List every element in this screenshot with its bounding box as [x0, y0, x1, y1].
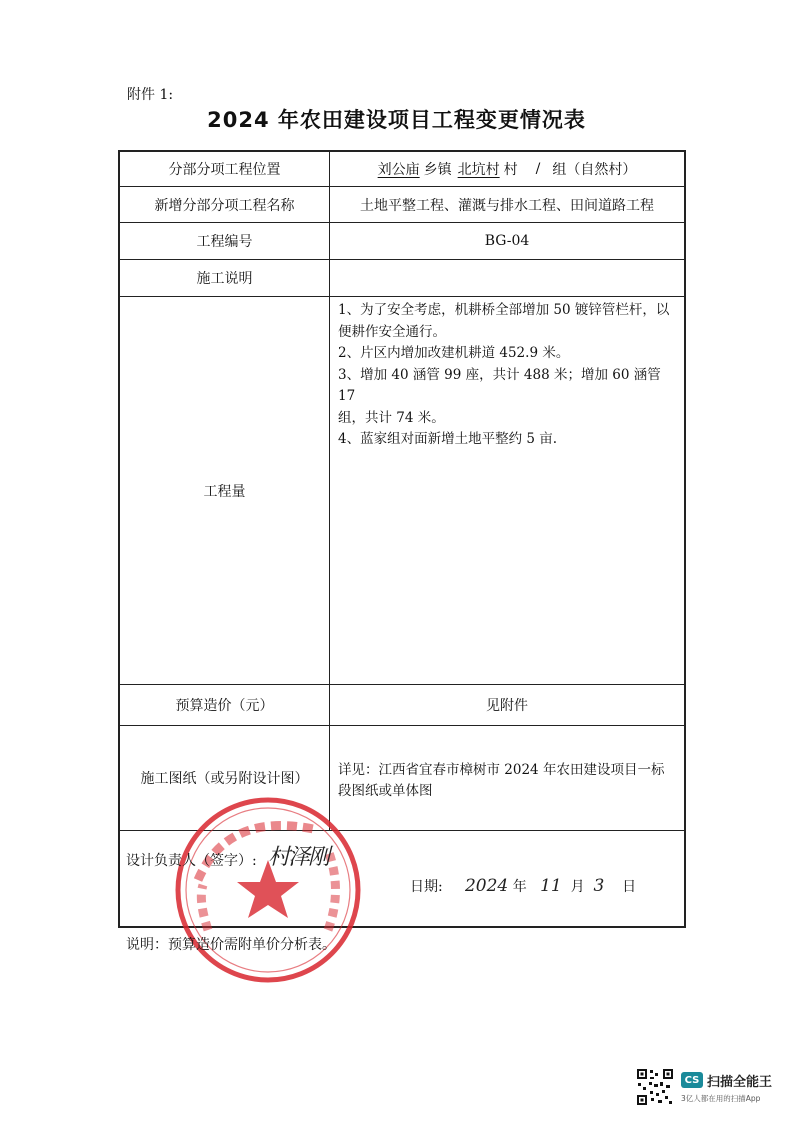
quantity-line: 组，共计 74 米。 [338, 409, 445, 426]
budget-value: 见附件 [486, 698, 528, 714]
township-suffix: 乡镇 [423, 162, 452, 178]
date-year: 2024 [464, 876, 509, 896]
group-suffix: 组（自然村） [552, 162, 637, 178]
township-value: 刘公庙 [377, 162, 420, 178]
quantity-line: 便耕作安全通行。 [338, 323, 446, 340]
drawings-label: 施工图纸（或另附设计图） [140, 771, 309, 787]
footnote: 说明：预算造价需附单价分析表。 [126, 937, 336, 953]
construction-note-label: 施工说明 [196, 271, 253, 287]
village-value: 北坑村 [457, 162, 500, 178]
village-suffix: 村 [503, 162, 518, 178]
date-label: 日期: [410, 879, 443, 895]
group-value: / [535, 161, 541, 177]
designer-label: 设计负责人（签字）: [126, 853, 257, 869]
camscanner-logo: CS [681, 1072, 703, 1088]
project-name-label: 新增分部分项工程名称 [154, 197, 295, 214]
date-day: 3 [593, 876, 605, 896]
budget-label: 预算造价（元） [175, 698, 274, 714]
project-name-value: 土地平整工程、灌溉与排水工程、田间道路工程 [360, 197, 654, 214]
day-suffix: 日 [622, 879, 637, 895]
qr-code [636, 1068, 674, 1106]
date-month: 11 [540, 876, 562, 896]
quantity-line: 1、为了安全考虑，机耕桥全部增加 50 镀锌管栏杆，以 [338, 302, 670, 318]
quantity-line: 3、增加 40 涵管 99 座，共计 488 米；增加 60 涵管 17 [338, 366, 661, 404]
attachment-label: 附件 1: [127, 87, 174, 103]
drawings-value [338, 760, 678, 802]
location-value [330, 152, 684, 186]
project-no-label: 工程编号 [196, 234, 253, 250]
quantity-items [338, 300, 678, 451]
company-seal [168, 790, 368, 990]
drawings-line: 详见：江西省宜春市樟树市 2024 年农田建设项目一标 [338, 762, 665, 778]
quantity-line: 4、蓝家组对面新增土地平整约 5 亩. [338, 431, 558, 447]
year-suffix: 年 [512, 879, 527, 895]
project-no-value: BG-04 [484, 233, 530, 249]
drawings-line: 段图纸或单体图 [338, 783, 433, 799]
designer-signature: 村泽刚 [268, 845, 329, 870]
date-row [410, 876, 636, 896]
month-suffix: 月 [570, 879, 585, 895]
form-title: 2024 年农田建设项目工程变更情况表 [207, 108, 586, 132]
scanner-app-name: 扫描全能王 [707, 1075, 773, 1090]
quantity-line: 2、片区内增加改建机耕道 452.9 米。 [338, 345, 570, 361]
scanner-tagline: 3亿人都在用的扫描App [681, 1094, 761, 1103]
location-label: 分部分项工程位置 [168, 162, 281, 178]
quantity-label: 工程量 [203, 483, 246, 500]
construction-note-value [330, 260, 684, 296]
